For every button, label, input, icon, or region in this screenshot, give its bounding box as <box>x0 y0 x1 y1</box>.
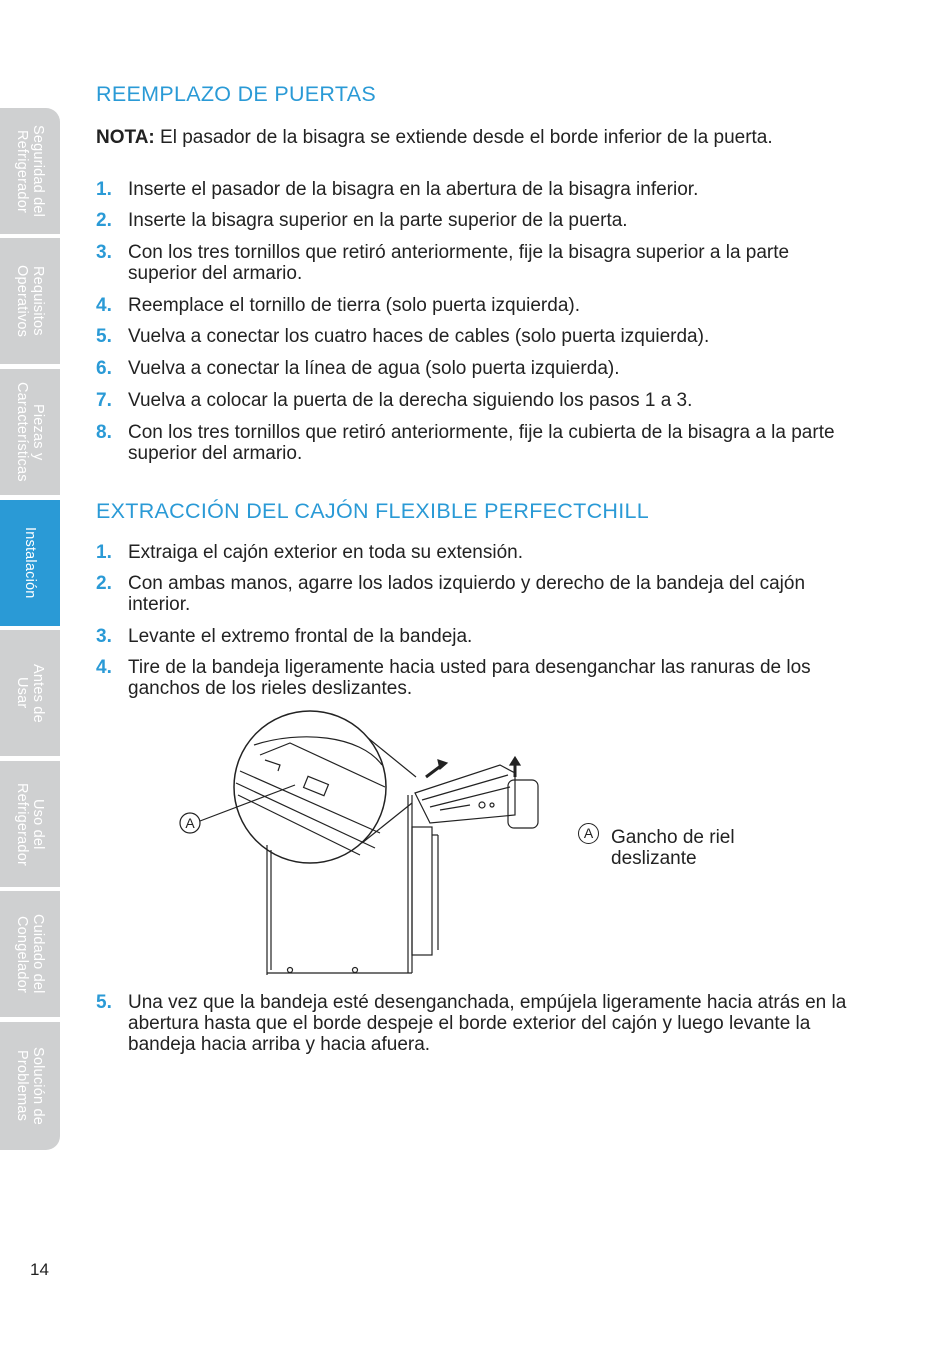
step-number: 5. <box>96 992 112 1013</box>
callout-text: Gancho de riel deslizante <box>611 827 735 869</box>
tab-antes-de-usar[interactable] <box>0 630 60 758</box>
tab-label: Cuidado del Congelador <box>14 914 46 994</box>
tab-label: Piezas y Características <box>14 382 46 482</box>
step-number: 1. <box>96 179 112 200</box>
figure-marker: A <box>185 815 195 831</box>
tab-requisitos[interactable] <box>0 238 60 366</box>
step-number: 2. <box>96 210 112 231</box>
tab-uso-refrigerador[interactable] <box>0 761 60 889</box>
tab-cuidado-congelador[interactable] <box>0 891 60 1019</box>
step-text: Extraiga el cajón exterior en toda su extensión. <box>128 542 524 563</box>
note-text: El pasador de la bisagra se extiende desde el borde inferior de la puerta. <box>154 127 773 148</box>
step-text: Con los tres tornillos que retiró anteriormente, fije la bisagra superior a la parte superior del armario. <box>128 242 790 284</box>
step-number: 3. <box>96 626 112 647</box>
section-title-extraccion: EXTRACCIÓN DEL CAJÓN FLEXIBLE PERFECTCHILL <box>96 499 650 523</box>
step-text: Con ambas manos, agarre los lados izquierdo y derecho de la bandeja del cajón interior. <box>128 573 806 615</box>
section-title-reemplazo: REEMPLAZO DE PUERTAS <box>96 82 376 106</box>
side-tabs <box>0 108 60 1150</box>
step-number: 2. <box>96 573 112 594</box>
tab-label: Requisitos Operativos <box>14 264 46 338</box>
step-number: 4. <box>96 295 112 316</box>
note <box>96 127 836 148</box>
step-number: 1. <box>96 542 112 563</box>
tab-label: Uso del Refrigerador <box>14 782 46 866</box>
step-text: Inserte la bisagra superior en la parte superior de la puerta. <box>128 210 628 231</box>
tab-solucion-problemas[interactable] <box>0 1022 60 1150</box>
tab-instalacion[interactable] <box>0 500 60 628</box>
page-number: 14 <box>30 1260 49 1279</box>
step-text: Levante el extremo frontal de la bandeja. <box>128 626 473 647</box>
step-number: 5. <box>96 326 112 347</box>
step-number: 3. <box>96 242 112 263</box>
step-text: Una vez que la bandeja esté desenganchada, empújela ligeramente hacia atrás en la abertura hasta que el borde despeje el borde exterior del cajón y luego levante la bandeja hacia arriba y hacia afuera. <box>128 992 847 1055</box>
tab-piezas[interactable] <box>0 369 60 497</box>
step-number: 7. <box>96 390 112 411</box>
step-text: Vuelva a conectar los cuatro haces de cables (solo puerta izquierda). <box>128 326 710 347</box>
drawer-removal-illustration <box>170 705 550 980</box>
step-text: Con los tres tornillos que retiró anteriormente, fije la cubierta de la bisagra a la parte superior del armario. <box>128 422 835 464</box>
tab-label: Solución de Problemas <box>14 1047 46 1125</box>
step-text: Reemplace el tornillo de tierra (solo puerta izquierda). <box>128 295 581 316</box>
step-text: Vuelva a conectar la línea de agua (solo puerta izquierda). <box>128 358 620 379</box>
tab-label: Instalación <box>22 527 38 599</box>
note-label: NOTA: <box>96 127 155 148</box>
callout-marker: A <box>578 823 599 844</box>
tab-seguridad[interactable] <box>0 108 60 236</box>
tab-label: Antes de Usar <box>14 663 46 723</box>
step-text: Inserte el pasador de la bisagra en la abertura de la bisagra inferior. <box>128 179 699 200</box>
step-text: Tire de la bandeja ligeramente hacia usted para desenganchar las ranuras de los ganchos de los rieles deslizantes. <box>128 657 811 699</box>
step-number: 8. <box>96 422 112 443</box>
step-number: 4. <box>96 657 112 678</box>
step-number: 6. <box>96 358 112 379</box>
tab-label: Seguridad del Refrigerador <box>14 124 46 218</box>
step-text: Vuelva a colocar la puerta de la derecha siguiendo los pasos 1 a 3. <box>128 390 693 411</box>
